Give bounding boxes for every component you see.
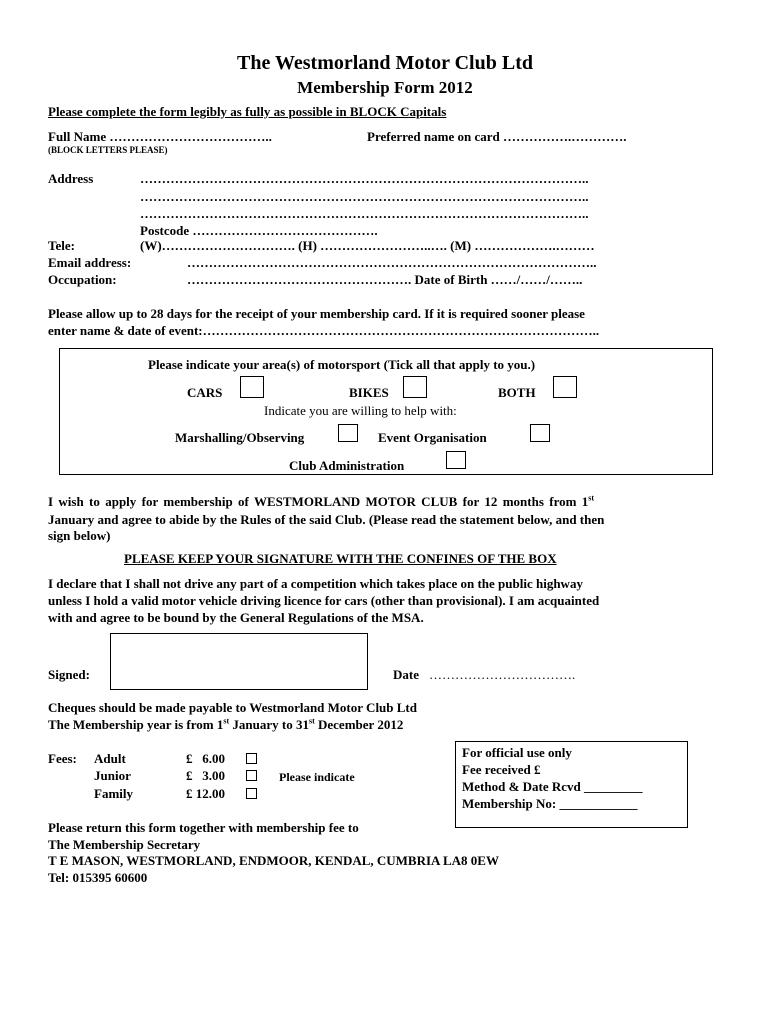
cars-label: CARS — [187, 385, 223, 400]
membership-year-line: The Membership year is from 1st January to 31st December 2012 — [48, 716, 404, 732]
address-line-3[interactable]: ………………………………………………………………………………………….. — [140, 206, 589, 221]
block-letters-note: (BLOCK LETTERS PLEASE) — [48, 145, 168, 155]
both-checkbox[interactable] — [553, 376, 577, 398]
both-label: BOTH — [498, 385, 536, 400]
fee-family-checkbox[interactable] — [246, 788, 257, 799]
form-title: The Westmorland Motor Club Ltd — [237, 52, 533, 74]
application-line-2: January and agree to abide by the Rules of the said Club. (Please read the statement below, and then — [48, 512, 605, 527]
club-administration-label: Club Administration — [289, 458, 405, 473]
fee-junior-type: Junior — [94, 768, 131, 783]
fee-junior-checkbox[interactable] — [246, 770, 257, 781]
signed-label: Signed: — [48, 667, 90, 682]
application-line-3: sign below) — [48, 528, 111, 543]
event-field[interactable]: enter name & date of event:……………………………………………………………………………….. — [48, 323, 600, 338]
fee-junior-amount: £ 3.00 — [186, 768, 225, 783]
fee-adult-checkbox[interactable] — [246, 753, 257, 764]
full-name-field[interactable]: Full Name ……………………………….. — [48, 129, 272, 144]
notice-line-1: Please allow up to 28 days for the receipt of your membership card. If it is required sooner please — [48, 306, 585, 321]
declaration-line-3: with and agree to be bound by the General Regulations of the MSA. — [48, 610, 424, 625]
please-indicate-label: Please indicate — [279, 770, 355, 784]
occupation-dob-field[interactable]: ……………………………………………. Date of Birth ……/……/…….. — [187, 272, 583, 287]
email-label: Email address: — [48, 255, 132, 270]
postcode-field[interactable]: Postcode ……………………………………. — [140, 223, 378, 238]
bikes-label: BIKES — [349, 385, 389, 400]
application-line-1: I wish to apply for membership of WESTMORLAND MOTOR CLUB for 12 months from 1st — [48, 493, 595, 509]
address-line-2[interactable]: ………………………………………………………………………………………….. — [140, 189, 589, 204]
method-date-field: Method & Date Rcvd _________ — [462, 779, 643, 794]
return-address: T E MASON, WESTMORLAND, ENDMOOR, KENDAL, CUMBRIA LA8 0EW — [48, 853, 499, 868]
date-field[interactable]: ……………………………. — [429, 667, 576, 682]
signature-box[interactable] — [110, 633, 368, 690]
return-line-2: The Membership Secretary — [48, 837, 201, 852]
tele-label: Tele: — [48, 238, 75, 253]
email-field[interactable]: ………………………………………………………………………………….. — [187, 255, 597, 270]
cars-checkbox[interactable] — [240, 376, 264, 398]
address-label: Address — [48, 171, 94, 186]
date-label: Date — [393, 667, 419, 682]
bikes-checkbox[interactable] — [403, 376, 427, 398]
club-administration-checkbox[interactable] — [446, 451, 466, 469]
event-organisation-checkbox[interactable] — [530, 424, 550, 442]
motorsport-heading: Please indicate your area(s) of motorsport (Tick all that apply to you.) — [148, 357, 536, 372]
declaration-line-1: I declare that I shall not drive any part of a competition which takes place on the public highway — [48, 576, 583, 591]
fee-adult-amount: £ 6.00 — [186, 751, 225, 766]
official-use-title: For official use only — [462, 745, 572, 760]
declaration-line-2: unless I hold a valid motor vehicle driving licence for cars (other than provisional). I am acquainted — [48, 593, 600, 608]
fee-adult-type: Adult — [94, 751, 126, 766]
fee-family-amount: £ 12.00 — [186, 786, 225, 801]
instructions: Please complete the form legibly as fully as possible in BLOCK Capitals — [48, 104, 447, 119]
return-line-1: Please return this form together with membership fee to — [48, 820, 359, 835]
cheques-line: Cheques should be made payable to Westmorland Motor Club Ltd — [48, 700, 417, 715]
membership-no-field: Membership No: ____________ — [462, 796, 638, 811]
occupation-label: Occupation: — [48, 272, 117, 287]
fee-received-field: Fee received £ — [462, 762, 541, 777]
signature-notice: PLEASE KEEP YOUR SIGNATURE WITH THE CONFINES OF THE BOX — [124, 551, 557, 566]
marshalling-checkbox[interactable] — [338, 424, 358, 442]
preferred-name-field[interactable]: Preferred name on card …………….…………. — [367, 129, 627, 144]
fee-family-type: Family — [94, 786, 133, 801]
marshalling-label: Marshalling/Observing — [175, 430, 305, 445]
address-line-1[interactable]: ………………………………………………………………………………………….. — [140, 171, 589, 186]
help-heading: Indicate you are willing to help with: — [264, 403, 457, 418]
fees-label: Fees: — [48, 751, 77, 766]
tele-fields[interactable]: (W)…………………………. (H) ……………………..…. (M) ……………….……… — [140, 238, 595, 253]
return-tel: Tel: 015395 60600 — [48, 870, 148, 885]
event-organisation-label: Event Organisation — [378, 430, 487, 445]
form-subtitle: Membership Form 2012 — [297, 78, 473, 97]
